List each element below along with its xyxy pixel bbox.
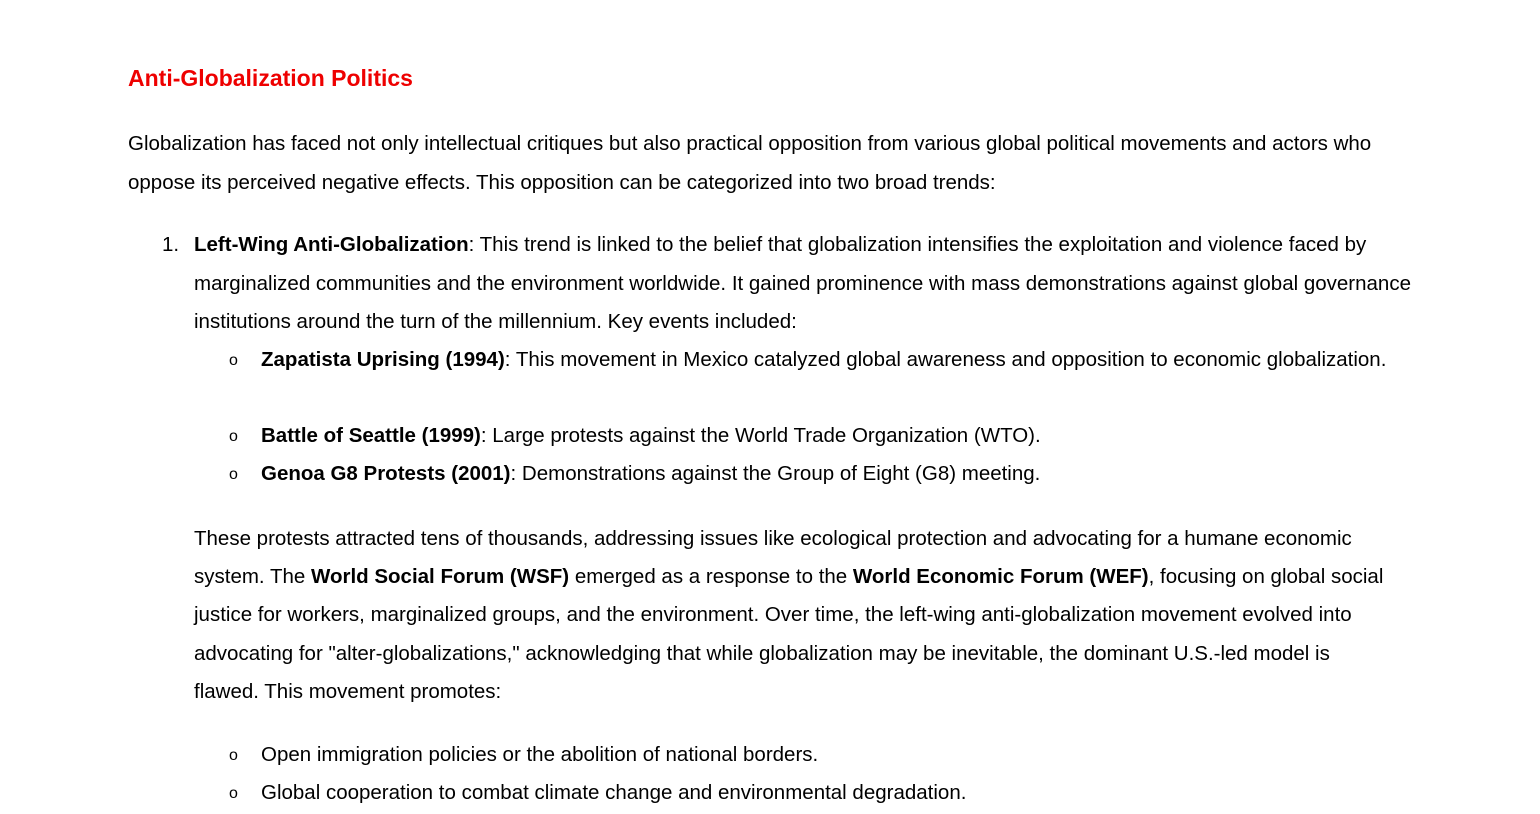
bullet-marker: o [229, 747, 238, 764]
wef-term: World Economic Forum (WEF) [852, 565, 1149, 589]
bullet-marker: o [229, 785, 238, 802]
promote-item-immigration: Open immigration policies or the abolition of national borders. [261, 743, 819, 766]
list-number-1: 1. [162, 233, 180, 256]
bullet-marker: o [229, 352, 238, 369]
protests-paragraph [194, 520, 1394, 711]
event-item-seattle [261, 417, 1441, 456]
intro-paragraph: Globalization has faced not only intellectual critiques but also practical opposition from various global political movements and actors who oppose its perceived negative effects. This opposition can be categorized into two broad trends: [128, 132, 1372, 194]
event-text: : This movement in Mexico catalyzed global awareness and opposition to economic globalization. [504, 348, 1387, 371]
para-text-3: , focusing on global social justice for workers, marginalized groups, and the environment. Over time, the left-wing anti-globalization movement evolved into advocating for "alter-globalizations," acknowledging that while globalization may be inevitable, the dominant U.S.-led model is flawed. This movement promotes: [194, 565, 1384, 703]
promote-item-climate: Global cooperation to combat climate change and environmental degradation. [261, 781, 967, 804]
item-text: : This trend is linked to the belief that globalization intensifies the exploitation and violence faced by marginalized communities and the environment worldwide. It gained prominence with mass demonstrations against global governance institutions around the turn of the millennium. Key events included: [194, 233, 1411, 333]
bullet-marker: o [229, 466, 238, 483]
section-heading: Anti-Globalization Politics [128, 65, 413, 91]
para-text-2: emerged as a response to the [569, 565, 853, 589]
para-text-1: These protests attracted tens of thousands, addressing issues like ecological protection and advocating for a humane economic system. The [194, 527, 1352, 589]
event-title: Battle of Seattle (1999) [261, 424, 481, 447]
wsf-term: World Social Forum (WSF) [310, 565, 570, 589]
event-title: Zapatista Uprising (1994) [261, 348, 505, 371]
event-item-zapatista [261, 341, 1441, 380]
event-title: Genoa G8 Protests (2001) [261, 462, 511, 485]
bullet-marker: o [229, 428, 238, 445]
event-text: : Demonstrations against the Group of Eight (G8) meeting. [510, 462, 1041, 485]
event-item-genoa [261, 455, 1441, 494]
event-text: : Large protests against the World Trade Organization (WTO). [480, 424, 1041, 447]
numbered-item-left-wing [194, 226, 1484, 342]
item-title: Left-Wing Anti-Globalization [194, 233, 469, 256]
